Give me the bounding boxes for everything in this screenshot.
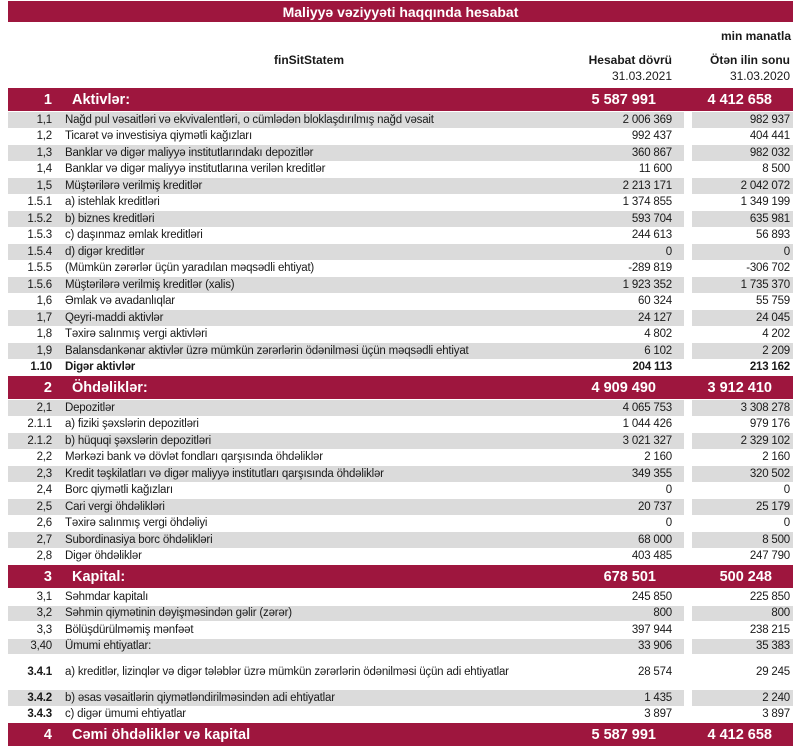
table-row	[8, 516, 793, 532]
row-label: Digər öhdəliklər	[65, 550, 142, 563]
row-label: Bölüşdürülməmiş mənfəət	[65, 623, 194, 636]
row-value-previous: 8 500	[762, 163, 790, 176]
row-label: b) əsas vəsaitlərin qiymətləndirilməsindən adi ehtiyatlar	[65, 691, 335, 704]
row-label: Balansdankənar aktivlər üzrə mümkün zərərlərin ödənilməsi üçün məqsədli ehtiyat	[65, 344, 469, 357]
row-value-current: 2 006 369	[622, 113, 672, 126]
column-header-row	[8, 52, 793, 68]
table-row	[8, 622, 793, 638]
row-value-current: 24 127	[638, 311, 672, 324]
table-row	[8, 277, 793, 293]
column-divider	[684, 661, 692, 683]
row-label: c) digər ümumi ehtiyatlar	[65, 708, 186, 721]
row-value-previous: 4 412 658	[707, 726, 772, 743]
column-divider	[684, 261, 692, 277]
row-value-previous: 800	[771, 607, 790, 620]
column-divider	[684, 589, 692, 605]
table-row	[8, 310, 793, 326]
row-code: 2.1.2	[27, 434, 52, 447]
table-row	[8, 661, 793, 683]
row-label: a) istehlak kreditləri	[65, 196, 160, 209]
row-code: 3	[43, 568, 52, 585]
column-divider	[684, 639, 692, 655]
report-title: Maliyyə vəziyyəti haqqında hesabat	[282, 3, 519, 20]
table-row	[8, 145, 793, 161]
table-row	[8, 228, 793, 244]
row-label: Depozitlər	[65, 401, 115, 414]
table-row	[8, 162, 793, 178]
row-value-current: 403 485	[631, 550, 672, 563]
row-code: 1,8	[36, 328, 52, 341]
row-label: Əmlak və avadanlıqlar	[65, 295, 175, 308]
column-divider	[684, 88, 692, 111]
row-value-previous: 225 850	[749, 590, 790, 603]
row-value-current: 68 000	[638, 533, 672, 546]
row-label: Banklar və digər maliyyə institutlarına verilən kreditlər	[65, 163, 326, 176]
unit-note: min manatla	[720, 29, 791, 43]
row-code: 1.5.1	[27, 196, 52, 209]
row-code: 1,6	[36, 295, 52, 308]
table-row	[8, 589, 793, 605]
row-value-previous: 0	[783, 484, 790, 497]
table-row	[8, 483, 793, 499]
row-value-previous: 635 981	[749, 212, 790, 225]
row-value-previous: 29 245	[756, 666, 790, 678]
row-value-current: 0	[665, 517, 672, 530]
row-label: Qeyri-maddi aktivlər	[65, 311, 164, 324]
table-row	[8, 450, 793, 466]
column-divider	[684, 360, 692, 376]
row-value-previous: 0	[783, 245, 790, 258]
current-period-header: Hesabat dövrü	[588, 53, 672, 67]
row-value-previous: 2 209	[762, 344, 790, 357]
column-divider	[684, 433, 692, 449]
row-value-current: 992 437	[631, 130, 672, 143]
row-value-current: 28 574	[638, 666, 672, 678]
row-label: b) hüquqi şəxslərin depozitləri	[65, 434, 211, 447]
column-divider	[684, 343, 692, 359]
form-code: finSitStatem	[273, 53, 344, 67]
column-divider	[684, 145, 692, 161]
row-value-current: 4 802	[644, 328, 672, 341]
row-label: c) daşınmaz əmlak kreditləri	[65, 229, 203, 242]
section-row	[8, 88, 793, 111]
row-label: Cəmi öhdəliklər və kapital	[72, 726, 251, 743]
table-row	[8, 690, 793, 706]
section-row	[8, 723, 793, 746]
row-label: Borc qiymətli kağızları	[65, 484, 173, 497]
row-value-previous: 1 735 370	[740, 278, 790, 291]
row-value-previous: 4 202	[762, 328, 790, 341]
row-code: 3,1	[36, 590, 52, 603]
row-label: Müştərilərə verilmiş kreditlər	[65, 179, 203, 192]
row-value-previous: 0	[783, 517, 790, 530]
row-code: 1,2	[36, 130, 52, 143]
row-label: Subordinasiya borc öhdəlikləri	[65, 533, 213, 546]
row-value-current: 2 213 171	[622, 179, 672, 192]
column-divider	[684, 565, 692, 588]
row-code: 1.5.3	[27, 229, 52, 242]
column-divider	[684, 549, 692, 565]
row-value-previous: 2 160	[762, 451, 790, 464]
section-row	[8, 565, 793, 588]
column-divider	[684, 450, 692, 466]
row-value-current: 1 044 426	[622, 418, 672, 431]
row-label: Digər aktivlər	[65, 361, 136, 374]
row-label: Banklar və digər maliyyə institutlarındakı depozitlər	[65, 146, 314, 159]
table-row	[8, 639, 793, 655]
row-label: Təxirə salınmış vergi aktivləri	[65, 328, 208, 341]
row-value-current: 204 113	[632, 361, 672, 374]
row-code: 2.1.1	[27, 418, 52, 431]
section-row	[8, 376, 793, 399]
row-value-previous: 213 162	[749, 361, 790, 374]
row-label: Kapital:	[72, 568, 126, 585]
row-value-previous: 979 176	[749, 418, 790, 431]
column-divider	[684, 228, 692, 244]
row-value-previous: -306 702	[746, 262, 790, 275]
row-label: Müştərilərə verilmiş kreditlər (xalis)	[65, 278, 235, 291]
row-value-current: 6 102	[644, 344, 672, 357]
table-row	[8, 261, 793, 277]
row-value-current: 800	[653, 607, 672, 620]
row-label: b) biznes kreditləri	[65, 212, 155, 225]
row-code: 2,4	[36, 484, 52, 497]
column-divider	[684, 277, 692, 293]
column-divider	[684, 244, 692, 260]
table-row	[8, 294, 793, 310]
row-value-previous: 8 500	[762, 533, 790, 546]
row-label: Səhmdar kapitalı	[65, 590, 149, 603]
row-value-previous: 55 759	[756, 295, 790, 308]
row-value-current: 245 850	[631, 590, 672, 603]
row-code: 1,9	[36, 344, 52, 357]
row-label: Təxirə salınmış vergi öhdəliyi	[65, 517, 208, 530]
row-value-current: 397 944	[631, 623, 672, 636]
row-value-current: 5 587 991	[591, 91, 656, 108]
row-value-previous: 1 349 199	[740, 196, 790, 209]
column-divider	[684, 211, 692, 227]
column-date-row	[8, 68, 793, 84]
row-value-current: 4 065 753	[622, 401, 672, 414]
row-label: Ticarət və investisiya qiymətli kağızları	[65, 130, 252, 143]
row-label: Mərkəzi bank və dövlət fondları qarşısında öhdəliklər	[65, 451, 323, 464]
row-value-previous: 982 032	[749, 146, 790, 159]
statement-table	[8, 88, 793, 746]
row-code: 2,2	[36, 451, 52, 464]
table-row	[8, 417, 793, 433]
row-code: 3,3	[36, 623, 52, 636]
row-label: Ümumi ehtiyatlar:	[65, 640, 152, 653]
row-code: 1.5.6	[27, 278, 52, 291]
column-divider	[684, 532, 692, 548]
row-label: Öhdəliklər:	[72, 379, 148, 396]
row-code: 1,7	[36, 311, 52, 324]
column-divider	[684, 376, 692, 399]
column-divider	[684, 310, 692, 326]
row-value-previous: 982 937	[749, 113, 790, 126]
row-value-current: 20 737	[638, 500, 672, 513]
row-label: (Mümkün zərərlər üçün yaradılan məqsədli ehtiyat)	[65, 262, 315, 275]
column-divider	[684, 483, 692, 499]
row-value-current: 11 600	[638, 163, 672, 176]
row-code: 3.4.2	[27, 691, 52, 704]
column-divider	[684, 707, 692, 723]
row-code: 3,40	[30, 640, 52, 653]
row-code: 2,5	[36, 500, 52, 513]
row-value-current: 3 897	[644, 708, 672, 721]
table-row	[8, 211, 793, 227]
previous-period-header: Ötən ilin sonu	[710, 53, 790, 67]
row-code: 2,8	[36, 550, 52, 563]
row-value-previous: 2 329 102	[740, 434, 790, 447]
row-code: 1,4	[36, 163, 52, 176]
table-row	[8, 707, 793, 723]
column-divider	[684, 294, 692, 310]
row-label: a) fiziki şəxslərin depozitləri	[65, 418, 199, 431]
row-value-current: 4 909 490	[591, 379, 656, 396]
column-divider	[684, 466, 692, 482]
row-value-current: 0	[665, 245, 672, 258]
row-value-previous: 2 240	[762, 691, 790, 704]
row-code: 2,3	[36, 467, 52, 480]
row-code: 1.5.2	[27, 212, 52, 225]
row-value-previous: 35 383	[756, 640, 790, 653]
row-value-current: 1 374 855	[622, 196, 672, 209]
column-divider	[684, 606, 692, 622]
row-code: 1.10	[30, 361, 52, 374]
row-code: 2,6	[36, 517, 52, 530]
row-label: Səhmin qiymətinin dəyişməsindən gəlir (zərər)	[65, 607, 292, 620]
row-value-previous: 3 897	[762, 708, 790, 721]
row-value-current: 0	[665, 484, 672, 497]
row-code: 1,3	[36, 146, 52, 159]
row-value-current: 5 587 991	[591, 726, 656, 743]
row-value-current: 593 704	[631, 212, 672, 225]
row-value-current: 349 355	[631, 467, 672, 480]
row-code: 3,2	[36, 607, 52, 620]
column-divider	[684, 516, 692, 532]
row-value-current: 2 160	[644, 451, 672, 464]
row-code: 1.5.4	[27, 245, 52, 258]
previous-period-date: 31.03.2020	[729, 69, 790, 83]
table-row	[8, 129, 793, 145]
table-row	[8, 195, 793, 211]
column-divider	[684, 112, 692, 128]
row-code: 2,1	[36, 401, 52, 414]
row-code: 2	[43, 379, 52, 396]
row-value-previous: 404 441	[749, 130, 790, 143]
row-value-current: 1 435	[644, 691, 672, 704]
row-value-previous: 56 893	[756, 229, 790, 242]
row-label: Kredit təşkilatları və digər maliyyə institutları qarşısında öhdəliklər	[65, 467, 384, 480]
column-divider	[684, 690, 692, 706]
row-value-current: 33 906	[638, 640, 672, 653]
row-label: d) digər kreditlər	[65, 245, 145, 258]
column-divider	[684, 622, 692, 638]
row-code: 1,5	[36, 179, 52, 192]
table-row	[8, 400, 793, 416]
table-row	[8, 112, 793, 128]
table-row	[8, 433, 793, 449]
row-value-current: 60 324	[638, 295, 672, 308]
row-value-previous: 24 045	[756, 311, 790, 324]
column-divider	[684, 723, 692, 746]
column-divider	[684, 417, 692, 433]
row-value-current: 360 867	[631, 146, 672, 159]
row-code: 1.5.5	[27, 262, 52, 275]
current-period-date: 31.03.2021	[611, 69, 672, 83]
row-value-previous: 238 215	[749, 623, 790, 636]
table-row	[8, 244, 793, 260]
row-label: Cari vergi öhdəlikləri	[65, 500, 165, 513]
row-label: Aktivlər:	[72, 91, 131, 108]
column-divider	[684, 129, 692, 145]
column-divider	[684, 195, 692, 211]
row-value-current: -289 819	[628, 262, 672, 275]
column-divider	[684, 499, 692, 515]
column-divider	[684, 400, 692, 416]
row-label: a) kreditlər, lizinqlər və digər tələblər üzrə mümkün zərərlərin ödənilməsi üçün adi ehtiyatlar	[65, 666, 509, 678]
row-value-previous: 500 248	[719, 568, 772, 585]
row-value-previous: 4 412 658	[707, 91, 772, 108]
column-divider	[684, 327, 692, 343]
row-value-previous: 320 502	[749, 467, 790, 480]
row-value-previous: 25 179	[756, 500, 790, 513]
column-divider	[684, 162, 692, 178]
table-row	[8, 178, 793, 194]
table-row	[8, 549, 793, 565]
table-row	[8, 606, 793, 622]
row-value-current: 1 923 352	[622, 278, 672, 291]
table-row	[8, 499, 793, 515]
row-code: 1	[43, 91, 52, 108]
table-row	[8, 343, 793, 359]
column-divider	[684, 178, 692, 194]
table-row	[8, 327, 793, 343]
table-row	[8, 532, 793, 548]
table-row	[8, 360, 793, 376]
row-code: 3.4.3	[27, 708, 52, 721]
row-code: 4	[43, 726, 52, 743]
row-code: 1,1	[36, 113, 52, 126]
row-value-previous: 247 790	[749, 550, 790, 563]
row-value-current: 678 501	[603, 568, 656, 585]
row-value-previous: 2 042 072	[740, 179, 790, 192]
row-code: 3.4.1	[27, 666, 52, 678]
row-value-previous: 3 912 410	[707, 379, 772, 396]
row-label: Nağd pul vəsaitləri və ekvivalentləri, o cümlədən bloklaşdırılmış nağd vəsait	[65, 113, 434, 126]
report-title-bar	[8, 1, 793, 22]
row-code: 2,7	[36, 533, 52, 546]
row-value-previous: 3 308 278	[740, 401, 790, 414]
row-value-current: 244 613	[631, 229, 672, 242]
table-row	[8, 466, 793, 482]
row-value-current: 3 021 327	[622, 434, 672, 447]
